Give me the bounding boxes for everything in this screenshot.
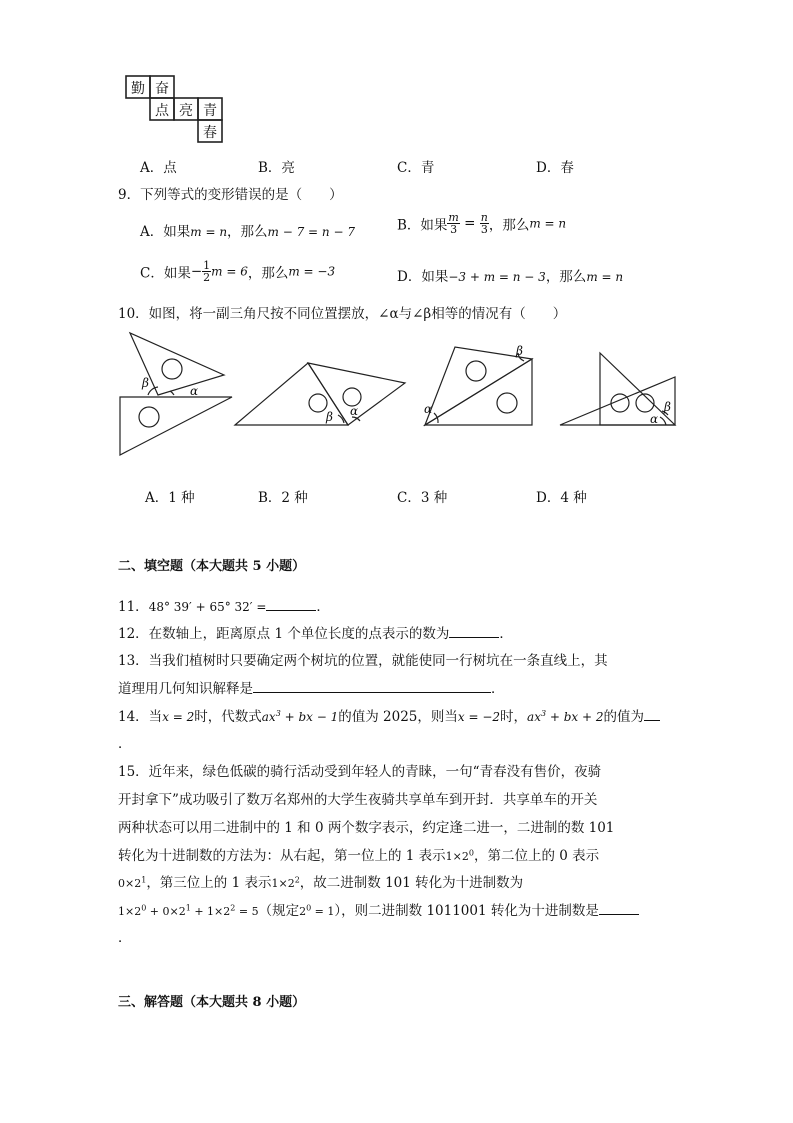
q15-line-2: 开封拿下”成功吸引了数万名郑州的大学生夜骑共享单车到开封．共享单车的开关 (118, 792, 598, 808)
q9-option-b: B．如果 $\frac{m}{3}$ = $\frac{n}{3}$ ，那么m = n (397, 211, 567, 236)
q11: 11．48° 39′ + 65° 32′ = ． (118, 599, 330, 615)
q9-option-d: D．如果−3 + m = n − 3，那么m = n (397, 269, 624, 285)
q15-line-5: $0\times 2^1$，第三位上的 1 表示$1\times 2^2$，故二进制数 101 转化为十进制数为 (118, 875, 524, 891)
q8-option-a: A．点 (140, 160, 177, 176)
q14-end: ． (118, 736, 132, 752)
q14-line-1: 14．当x = 2时，代数式$ax^3$ + bx − 1的值为 2025，则当x = −2时，$ax^3$ + bx + 2的值为 (118, 705, 660, 725)
q10-option-b: B．2 种 (258, 490, 308, 506)
cube-face-5: 青 (203, 103, 217, 119)
section-2-title: 二、填空题（本大题共 5 小题） (118, 559, 306, 574)
q10-stem: 10．如图，将一副三角尺按不同位置摆放，∠α与∠β相等的情况有（ ） (118, 306, 567, 322)
fraction-m-over-3: $\frac{m}{3}$ (448, 211, 459, 236)
cube-net-figure (124, 72, 224, 144)
triangle-rulers-figure (100, 325, 700, 465)
section-3-title: 三、解答题（本大题共 8 小题） (118, 995, 306, 1010)
fig1-alpha-label: α (190, 384, 199, 398)
q15-end: ． (118, 930, 132, 946)
q9-option-c: C．如果− $\frac{1}{2}$ m = 6，那么m = −3 (140, 259, 336, 284)
q8-option-d: D．春 (536, 160, 574, 176)
q13-line-2: 道理用几何知识解释是 ． (118, 681, 505, 697)
q11-answer-blank[interactable] (266, 598, 316, 611)
cube-face-3: 点 (155, 103, 169, 119)
fig3-beta-label: β (516, 344, 523, 358)
q10-option-c: C．3 种 (397, 490, 448, 506)
q12: 12．在数轴上，距离原点 1 个单位长度的点表示的数为 ． (118, 626, 513, 642)
arrangement-1 (120, 333, 232, 455)
q13-line-1: 13．当我们植树时只要确定两个树坑的位置，就能使同一行树坑在一条直线上，其 (118, 653, 608, 669)
q9-stem: 9．下列等式的变形错误的是（ ） (118, 187, 343, 203)
fig3-alpha-label: α (424, 402, 433, 416)
fig2-beta-label: β (326, 410, 333, 424)
arrangement-2 (235, 363, 405, 425)
q8-option-b: B．亮 (258, 160, 295, 176)
q15-line-4: 转化为十进制数的方法为：从右起，第一位上的 1 表示$1\times 2^0$，第二位上的 0 表示 (118, 848, 600, 864)
q9-option-a: A．如果m = n，那么m − 7 = n − 7 (140, 224, 355, 240)
q14-answer-blank[interactable] (644, 708, 660, 721)
fig2-alpha-label: α (350, 404, 359, 418)
q10-option-d: D．4 种 (536, 490, 587, 506)
q12-answer-blank[interactable] (449, 625, 499, 638)
cube-face-6: 春 (203, 125, 217, 141)
fig4-beta-label: β (664, 400, 671, 414)
q13-answer-blank[interactable] (253, 680, 491, 693)
cube-face-4: 亮 (179, 103, 193, 119)
cube-face-2: 奋 (155, 81, 169, 97)
q10-option-a: A．1 种 (145, 490, 195, 506)
q15-line-3: 两种状态可以用二进制中的 1 和 0 两个数字表示，约定逢二进一，二进制的数 101 (118, 820, 615, 836)
q15-line-1: 15．近年来，绿色低碳的骑行活动受到年轻人的青睐，一句“青春没有售价，夜骑 (118, 764, 602, 780)
fig4-alpha-label: α (650, 412, 659, 426)
arrangement-3 (425, 347, 532, 425)
q8-option-c: C．青 (397, 160, 435, 176)
fraction-n-over-3: $\frac{n}{3}$ (480, 211, 488, 236)
cube-face-1: 勤 (131, 81, 145, 97)
q15-answer-blank[interactable] (599, 902, 639, 915)
fraction-1-over-2: $\frac{1}{2}$ (203, 259, 211, 284)
fig1-beta-label: β (142, 376, 149, 390)
q15-line-6: $1\times 2^0 + 0\times 2^1 + 1\times 2^2 = 5$（规定$2^0 = 1$），则二进制数 1011001 转化为十进制数是 (118, 899, 639, 919)
